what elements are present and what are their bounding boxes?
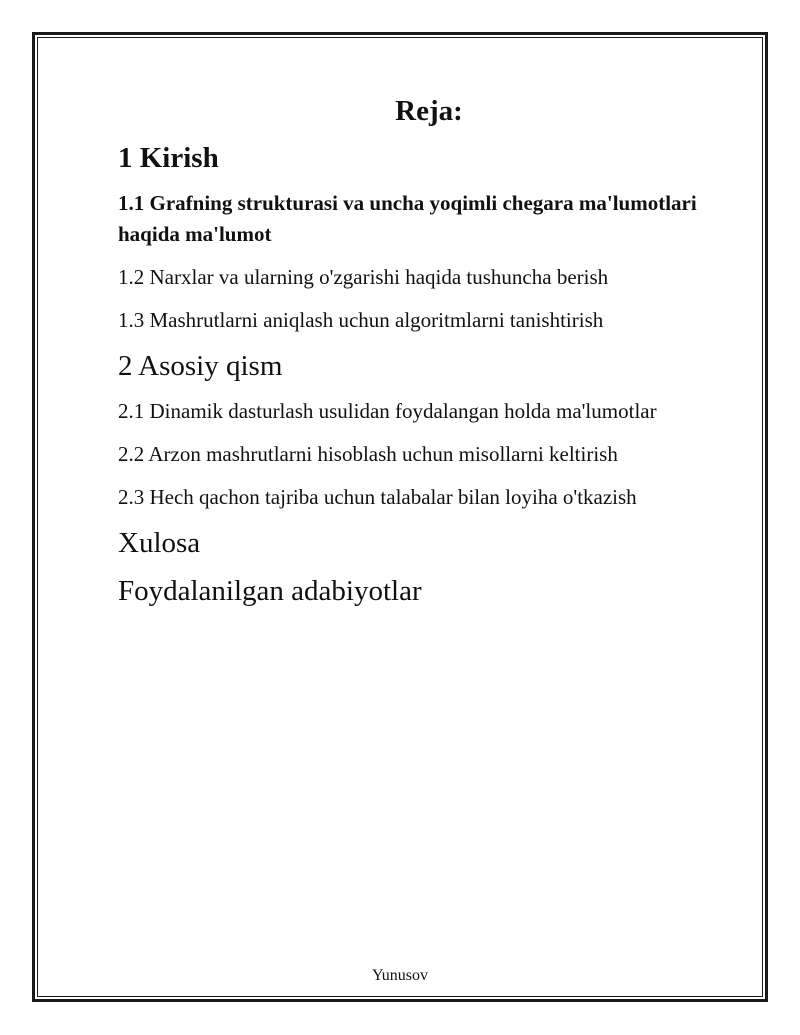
section-heading: Foydalanilgan adabiyotlar — [118, 575, 422, 607]
subsection-item: 2.3 Hech qachon tajriba uchun talabalar bilan loyiha o'tkazish — [118, 485, 637, 509]
subsection-item: 2.2 Arzon mashrutlarni hisoblash uchun misollarni keltirish — [118, 442, 618, 466]
page-title: Reja: — [395, 95, 463, 127]
subsection-item: 1.2 Narxlar va ularning o'zgarishi haqida tushuncha berish — [118, 265, 609, 289]
section-heading: Xulosa — [118, 527, 201, 559]
subsection-item: 1.1 Grafning strukturasi va uncha yoqimli chegara ma'lumotlari haqida ma'lumot — [118, 191, 697, 246]
subsection-item: 2.1 Dinamik dasturlash usulidan foydalangan holda ma'lumotlar — [118, 399, 657, 423]
section-heading: 2 Asosiy qism — [118, 350, 283, 382]
page-footer: Yunusov — [371, 967, 428, 984]
subsection-item: 1.3 Mashrutlarni aniqlash uchun algoritmlarni tanishtirish — [118, 308, 604, 332]
document-content — [118, 92, 698, 621]
section-heading: 1 Kirish — [118, 142, 219, 174]
